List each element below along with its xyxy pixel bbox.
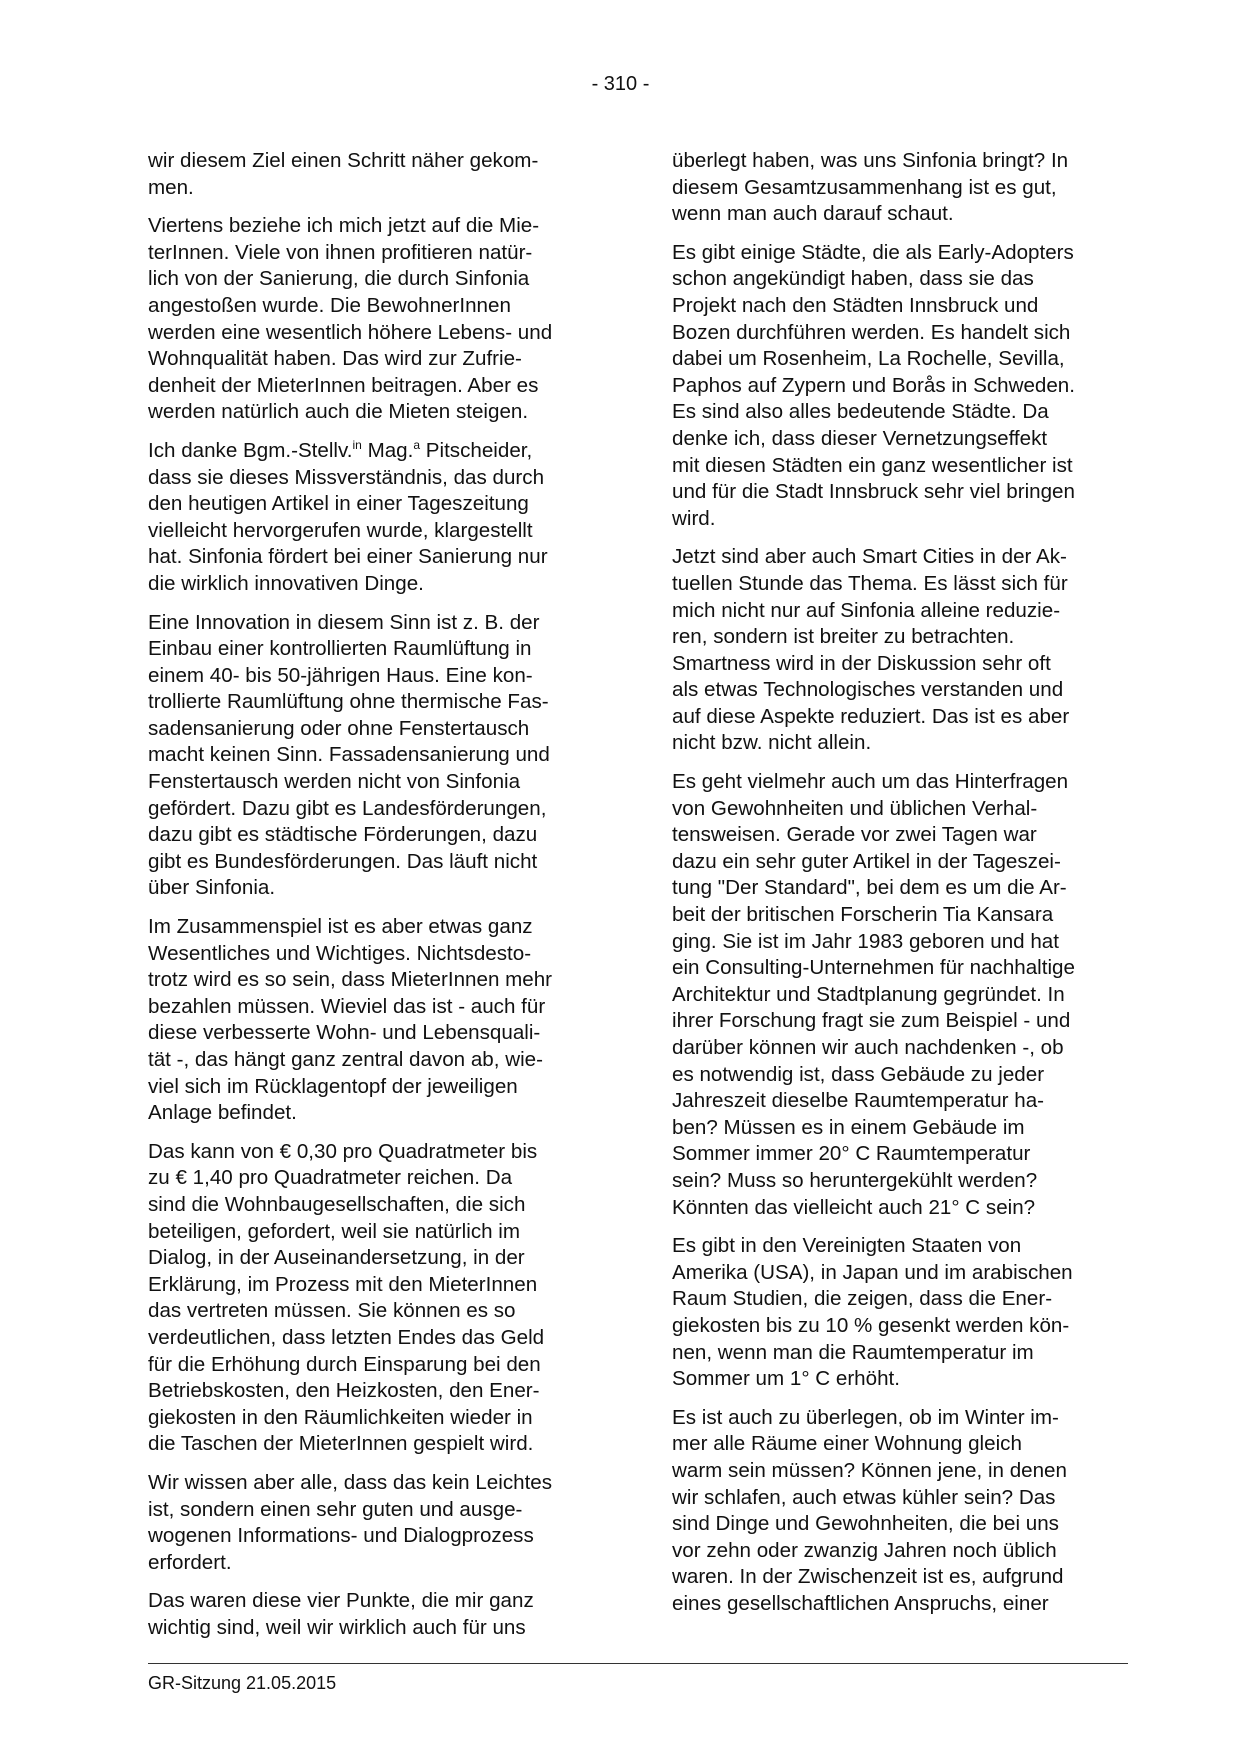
- text-line: Wohnqualität haben. Das wird zur Zufrie-: [148, 347, 522, 371]
- footer-session-date: GR-Sitzung 21.05.2015: [148, 1673, 337, 1693]
- text-line: wird.: [672, 506, 716, 530]
- text-line: es notwendig ist, dass Gebäude zu jeder: [672, 1062, 1045, 1086]
- text-line: Es geht vielmehr auch um das Hinterfragen: [672, 770, 1069, 794]
- text-line: Im Zusammenspiel ist es aber etwas ganz: [148, 915, 533, 939]
- text-line: Erklärung, im Prozess mit den MieterInnen: [148, 1272, 538, 1296]
- text-line: Wesentliches und Wichtiges. Nichtsdesto-: [148, 941, 532, 965]
- text-line: Einbau einer kontrollierten Raumlüftung in: [148, 637, 532, 661]
- text-line: das vertreten müssen. Sie können es so: [148, 1299, 516, 1323]
- paragraph: [672, 544, 1118, 757]
- text-line: gibt es Bundesförderungen. Das läuft nicht: [148, 849, 538, 873]
- text-line: verdeutlichen, dass letzten Endes das Geld: [148, 1325, 545, 1349]
- text-line: wir schlafen, auch etwas kühler sein? Das: [672, 1485, 1056, 1509]
- text-line: trollierte Raumlüftung ohne thermische Fas-: [148, 690, 549, 714]
- text-line: dass sie dieses Missverständnis, das durch: [148, 465, 545, 489]
- text-line: sind Dinge und Gewohnheiten, die bei uns: [672, 1512, 1059, 1536]
- text-run: Ich danke Bgm.-Stellv.: [148, 438, 353, 462]
- text-line: Es ist auch zu überlegen, ob im Winter im-: [672, 1405, 1059, 1429]
- text-line: Architektur und Stadtplanung gegründet. In: [672, 982, 1065, 1006]
- text-run: Pitscheider,: [420, 438, 533, 462]
- text-line: denheit der MieterInnen beitragen. Aber es: [148, 373, 539, 397]
- text-line: nicht bzw. nicht allein.: [672, 731, 872, 755]
- text-line: Eine Innovation in diesem Sinn ist z. B. der: [148, 610, 540, 634]
- text-line: [148, 438, 594, 465]
- text-run: Mag.: [361, 438, 414, 462]
- text-line: Jetzt sind aber auch Smart Cities in der Ak-: [672, 545, 1067, 569]
- text-line: dazu gibt es städtische Förderungen, dazu: [148, 823, 538, 847]
- paragraph: [672, 1233, 1118, 1393]
- text-line: auf diese Aspekte reduziert. Das ist es aber: [672, 704, 1070, 728]
- footer-divider: [148, 1663, 1128, 1664]
- text-line: angestoßen wurde. Die BewohnerInnen: [148, 293, 511, 317]
- text-line: Betriebskosten, den Heizkosten, den Ener-: [148, 1379, 540, 1403]
- text-line: tät -, das hängt ganz zentral davon ab, wie-: [148, 1048, 543, 1071]
- text-line: den heutigen Artikel in einer Tageszeitung: [148, 492, 529, 516]
- paragraph: [672, 240, 1118, 533]
- text-line: wogenen Informations- und Dialogprozess: [148, 1524, 534, 1548]
- text-line: einem 40- bis 50-jährigen Haus. Eine kon-: [148, 663, 533, 687]
- paragraph: [672, 1405, 1118, 1618]
- text-line: Dialog, in der Auseinandersetzung, in der: [148, 1246, 525, 1270]
- text-line: ein Consulting-Unternehmen für nachhaltige: [672, 956, 1075, 980]
- paragraph: [148, 148, 594, 201]
- text-line: Es gibt einige Städte, die als Early-Adopters: [672, 240, 1074, 264]
- text-line: von Gewohnheiten und üblichen Verhal-: [672, 796, 1038, 820]
- text-line: diesem Gesamtzusammenhang ist es gut,: [672, 175, 1057, 199]
- text-line: über Sinfonia.: [148, 876, 276, 900]
- text-line: sadensanierung oder ohne Fenstertausch: [148, 716, 530, 740]
- text-line: nen, wenn man die Raumtemperatur im: [672, 1340, 1034, 1364]
- text-line: wenn man auch darauf schaut.: [672, 202, 954, 226]
- left-column: [148, 148, 594, 1653]
- text-line: Anlage befindet.: [148, 1101, 297, 1125]
- text-line: ihrer Forschung fragt sie zum Beispiel - und: [672, 1009, 1071, 1033]
- text-line: sein? Muss so heruntergekühlt werden?: [672, 1168, 1038, 1192]
- text-line: Paphos auf Zypern und Borås in Schweden.: [672, 373, 1075, 397]
- text-line: Sommer um 1° C erhöht.: [672, 1367, 900, 1391]
- paragraph: [148, 438, 594, 598]
- text-line: mit diesen Städten ein ganz wesentlicher ist: [672, 453, 1073, 477]
- text-line: erfordert.: [148, 1550, 232, 1574]
- text-line: Smartness wird in der Diskussion sehr oft: [672, 651, 1051, 675]
- text-line: für die Erhöhung durch Einsparung bei den: [148, 1352, 541, 1376]
- right-column: [672, 148, 1118, 1629]
- text-line: waren. In der Zwischenzeit ist es, aufgrund: [672, 1565, 1064, 1589]
- text-line: Das waren diese vier Punkte, die mir ganz: [148, 1589, 534, 1613]
- text-line: trotz wird es so sein, dass MieterInnen mehr: [148, 968, 553, 992]
- paragraph: [148, 914, 594, 1127]
- text-line: wir diesem Ziel einen Schritt näher gekom-: [148, 149, 539, 172]
- text-line: die Taschen der MieterInnen gespielt wird.: [148, 1432, 534, 1456]
- text-line: denke ich, dass dieser Vernetzungseffekt: [672, 426, 1048, 450]
- text-line: Sommer immer 20° C Raumtemperatur: [672, 1142, 1031, 1166]
- paragraph: [148, 213, 594, 426]
- text-line: und für die Stadt Innsbruck sehr viel bringen: [672, 480, 1075, 504]
- text-line: eines gesellschaftlichen Anspruchs, einer: [672, 1591, 1049, 1615]
- text-line: viel sich im Rücklagentopf der jeweiligen: [148, 1074, 518, 1098]
- text-line: ist, sondern einen sehr guten und ausge-: [148, 1497, 523, 1521]
- text-line: schon angekündigt haben, dass sie das: [672, 267, 1034, 291]
- text-line: Es gibt in den Vereinigten Staaten von: [672, 1234, 1022, 1258]
- text-line: werden eine wesentlich höhere Lebens- und: [148, 320, 553, 344]
- text-line: Wir wissen aber alle, dass das kein Leichtes: [148, 1470, 553, 1494]
- text-line: dazu ein sehr guter Artikel in der Tageszei-: [672, 849, 1061, 873]
- text-line: Bozen durchführen werden. Es handelt sich: [672, 320, 1071, 344]
- text-line: wichtig sind, weil wir wirklich auch für uns: [148, 1615, 526, 1639]
- text-line: macht keinen Sinn. Fassadensanierung und: [148, 743, 550, 767]
- page-number: - 310 -: [591, 73, 650, 95]
- text-line: warm sein müssen? Können jene, in denen: [672, 1458, 1067, 1482]
- text-line: diese verbesserte Wohn- und Lebensquali-: [148, 1021, 541, 1045]
- text-line: die wirklich innovativen Dinge.: [148, 571, 424, 595]
- text-line: Könnten das vielleicht auch 21° C sein?: [672, 1195, 1036, 1219]
- text-line: zu € 1,40 pro Quadratmeter reichen. Da: [148, 1166, 513, 1190]
- text-line: ging. Sie ist im Jahr 1983 geboren und hat: [672, 929, 1059, 953]
- text-line: Das kann von € 0,30 pro Quadratmeter bis: [148, 1139, 538, 1163]
- text-line: gefördert. Dazu gibt es Landesförderungen,: [148, 796, 547, 820]
- paragraph: [672, 148, 1118, 228]
- text-line: darüber können wir auch nachdenken -, ob: [672, 1036, 1064, 1059]
- text-line: tung "Der Standard", bei dem es um die Ar-: [672, 876, 1067, 900]
- text-line: werden natürlich auch die Mieten steigen.: [148, 400, 529, 424]
- paragraph: [148, 1139, 594, 1458]
- text-line: beit der britischen Forscherin Tia Kansara: [672, 903, 1054, 927]
- text-line: überlegt haben, was uns Sinfonia bringt? In: [672, 149, 1069, 172]
- text-line: Viertens beziehe ich mich jetzt auf die Mie-: [148, 214, 540, 238]
- text-line: ben? Müssen es in einem Gebäude im: [672, 1115, 1025, 1139]
- text-line: hat. Sinfonia fördert bei einer Sanierung nur: [148, 545, 548, 569]
- text-line: giekosten bis zu 10 % gesenkt werden kön-: [672, 1313, 1070, 1337]
- text-line: Fenstertausch werden nicht von Sinfonia: [148, 770, 521, 794]
- paragraph: [148, 1588, 594, 1641]
- text-line: beteiligen, gefordert, weil sie natürlich im: [148, 1219, 521, 1243]
- text-line: mich nicht nur auf Sinfonia alleine reduzie-: [672, 598, 1061, 622]
- superscript: a: [413, 438, 421, 453]
- superscript: in: [352, 438, 362, 453]
- paragraph: [148, 610, 594, 903]
- text-line: Raum Studien, die zeigen, dass die Ener-: [672, 1287, 1053, 1311]
- paragraph: [148, 1470, 594, 1576]
- text-line: als etwas Technologisches verstanden und: [672, 678, 1064, 702]
- text-line: vielleicht hervorgerufen wurde, klargestellt: [148, 518, 533, 542]
- paragraph: [672, 769, 1118, 1221]
- text-line: ren, sondern ist breiter zu betrachten.: [672, 625, 1015, 649]
- text-line: Es sind also alles bedeutende Städte. Da: [672, 400, 1049, 424]
- text-line: tensweisen. Gerade vor zwei Tagen war: [672, 823, 1037, 847]
- text-line: Projekt nach den Städten Innsbruck und: [672, 293, 1039, 317]
- text-line: lich von der Sanierung, die durch Sinfonia: [148, 267, 530, 291]
- text-line: tuellen Stunde das Thema. Es lässt sich für: [672, 571, 1068, 595]
- text-line: giekosten in den Räumlichkeiten wieder in: [148, 1405, 533, 1429]
- text-line: mer alle Räume einer Wohnung gleich: [672, 1432, 1022, 1456]
- text-line: sind die Wohnbaugesellschaften, die sich: [148, 1192, 526, 1216]
- text-line: dabei um Rosenheim, La Rochelle, Sevilla,: [672, 347, 1065, 371]
- text-line: bezahlen müssen. Wieviel das ist - auch für: [148, 994, 546, 1018]
- text-line: vor zehn oder zwanzig Jahren noch üblich: [672, 1538, 1057, 1562]
- text-line: men.: [148, 175, 194, 199]
- text-line: Jahreszeit dieselbe Raumtemperatur ha-: [672, 1089, 1045, 1113]
- text-line: Amerika (USA), in Japan und im arabischen: [672, 1260, 1073, 1284]
- text-line: terInnen. Viele von ihnen profitieren natür-: [148, 240, 533, 264]
